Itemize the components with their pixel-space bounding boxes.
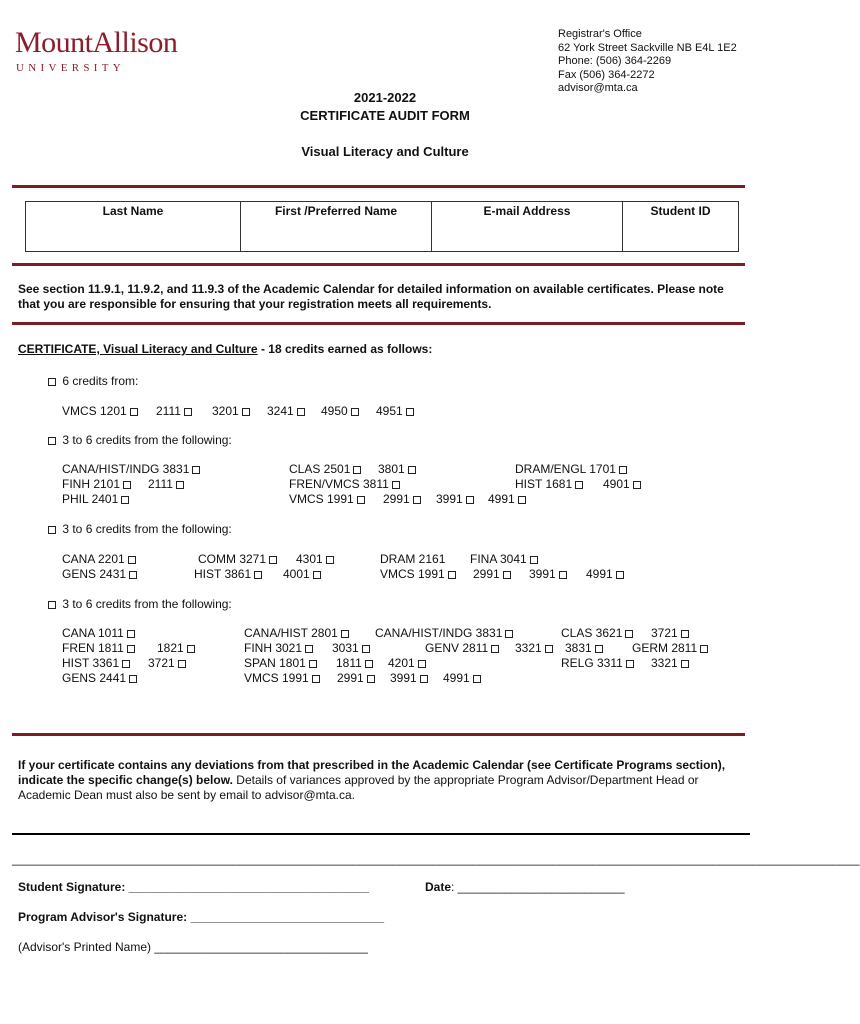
email-cell[interactable] — [432, 202, 623, 252]
group-label: 3 to 6 credits from the following: — [62, 433, 232, 447]
checkbox[interactable] — [127, 630, 135, 638]
last-name-cell[interactable] — [26, 202, 241, 252]
course: 3321 — [515, 641, 542, 655]
checkbox[interactable] — [700, 645, 708, 653]
checkbox[interactable] — [351, 408, 359, 416]
student-id-label: Student ID — [650, 204, 711, 218]
course: 2991 — [383, 492, 410, 506]
checkbox[interactable] — [187, 645, 195, 653]
checkbox[interactable] — [418, 660, 426, 668]
checkbox[interactable] — [192, 466, 200, 474]
course: VMCS 1991 — [289, 492, 354, 506]
course: VMCS 1991 — [380, 567, 445, 581]
date-label: Date — [425, 880, 452, 894]
course: 1811 — [336, 656, 362, 670]
checkbox[interactable] — [505, 630, 513, 638]
checkbox[interactable] — [619, 466, 627, 474]
group-label: 3 to 6 credits from the following: — [62, 522, 232, 536]
checkbox[interactable] — [269, 556, 277, 564]
checkbox[interactable] — [503, 571, 511, 579]
checkbox[interactable] — [392, 481, 400, 489]
course: 3721 — [651, 626, 678, 640]
course: RELG 3311 — [561, 656, 623, 670]
checkbox[interactable] — [681, 630, 689, 638]
first-name-label: First /Preferred Name — [274, 204, 398, 218]
checkbox[interactable] — [420, 675, 428, 683]
deviation-instructions — [18, 758, 753, 803]
course: SPAN 1801 — [244, 656, 306, 670]
checkbox[interactable] — [48, 437, 56, 445]
course: 2111 — [156, 404, 181, 418]
checkbox[interactable] — [129, 571, 137, 579]
university-logo: MountAllison — [15, 26, 178, 59]
checkbox[interactable] — [242, 408, 250, 416]
office-line: Registrar's Office — [558, 28, 642, 40]
course: GENS 2431 — [62, 567, 127, 581]
checkbox[interactable] — [313, 571, 321, 579]
checkbox[interactable] — [312, 675, 320, 683]
course: DRAM 2161 — [380, 552, 446, 566]
checkbox[interactable] — [297, 408, 305, 416]
course: 3201 — [212, 404, 239, 418]
course: 3831 — [565, 641, 592, 655]
checkbox[interactable] — [466, 496, 474, 504]
checkbox[interactable] — [122, 660, 130, 668]
course: 3321 — [651, 656, 678, 670]
course: 4301 — [296, 552, 323, 566]
calendar-note: See section 11.9.1, 11.9.2, and 11.9.3 of the Academic Calendar for detailed information on available certificates. Please note that you are responsible for ensuring that your registration meets all requirements. — [18, 282, 724, 311]
course: 3721 — [148, 656, 175, 670]
group-label: 6 credits from: — [62, 374, 139, 388]
course: CANA 2201 — [62, 552, 125, 566]
course: 3991 — [529, 567, 556, 581]
group-label: 3 to 6 credits from the following: — [62, 597, 232, 611]
course: CANA/HIST/INDG 3831 — [375, 626, 503, 640]
course: 3031 — [332, 641, 359, 655]
checkbox[interactable] — [123, 481, 131, 489]
course: 4991 — [586, 567, 613, 581]
office-email: advisor@mta.ca — [558, 82, 638, 94]
course: 4991 — [443, 671, 470, 685]
course: 2991 — [473, 567, 500, 581]
first-name-cell[interactable] — [241, 202, 432, 252]
checkbox[interactable] — [365, 660, 373, 668]
course: FINA 3041 — [470, 552, 527, 566]
course: CANA/HIST/INDG 3831 — [62, 462, 190, 476]
checkbox[interactable] — [127, 645, 135, 653]
course: FINH 3021 — [244, 641, 303, 655]
certificate-name: CERTIFICATE, Visual Literacy and Culture — [18, 342, 258, 356]
checkbox[interactable] — [681, 660, 689, 668]
date-field[interactable] — [425, 880, 625, 894]
checkbox[interactable] — [530, 556, 538, 564]
course: 4001 — [283, 567, 310, 581]
checkbox[interactable] — [408, 466, 416, 474]
divider — [12, 322, 745, 325]
course: CLAS 2501 — [289, 462, 351, 476]
course: HIST 1681 — [515, 477, 573, 491]
checkbox[interactable] — [367, 675, 375, 683]
email-label: E-mail Address — [483, 204, 571, 218]
student-info-table — [25, 201, 739, 252]
checkbox[interactable] — [362, 645, 370, 653]
advisor-signature-line[interactable]: Program Advisor's Signature: _____________________________ — [18, 910, 384, 924]
course: CLAS 3621 — [561, 626, 623, 640]
checkbox[interactable] — [559, 571, 567, 579]
checkbox[interactable] — [176, 481, 184, 489]
course: 3991 — [436, 492, 463, 506]
course: HIST 3861 — [194, 567, 252, 581]
course: 2991 — [337, 671, 364, 685]
student-signature-line[interactable]: Student Signature: ____________________________________ — [18, 880, 369, 894]
course: GENV 2811 — [425, 641, 489, 655]
certificate-credits: - 18 credits earned as follows: — [257, 342, 433, 356]
checkbox[interactable] — [129, 675, 137, 683]
deviation-bold-text: If your certificate contains any deviations from that prescribed in the Academic Calendar (see Certificate Programs section), indicate the specific change(s) below. — [18, 758, 726, 787]
course: 4901 — [603, 477, 630, 491]
course: 3991 — [390, 671, 417, 685]
checkbox[interactable] — [130, 408, 138, 416]
checkbox[interactable] — [128, 556, 136, 564]
office-phone: Phone: (506) 364-2269 — [558, 55, 672, 67]
course: HIST 3361 — [62, 656, 120, 670]
checkbox[interactable] — [633, 481, 641, 489]
checkbox[interactable] — [353, 466, 361, 474]
university-logo-subtitle: UNIVERSITY — [16, 62, 125, 74]
group-1-header — [45, 374, 138, 388]
divider — [12, 263, 745, 266]
deviation-entry-line[interactable] — [12, 833, 750, 835]
checkbox[interactable] — [625, 630, 633, 638]
course: VMCS 1201 — [62, 404, 127, 418]
course: VMCS 1991 — [244, 671, 309, 685]
course: FINH 2101 — [62, 477, 121, 491]
course: 1821 — [157, 641, 184, 655]
student-id-cell[interactable] — [623, 202, 739, 252]
checkbox[interactable] — [545, 645, 553, 653]
divider — [12, 185, 745, 188]
course: DRAM/ENGL 1701 — [515, 462, 616, 476]
checkbox[interactable] — [254, 571, 262, 579]
checkbox[interactable] — [48, 378, 56, 386]
checkbox[interactable] — [616, 571, 624, 579]
checkbox[interactable] — [305, 645, 313, 653]
checkbox[interactable] — [178, 660, 186, 668]
checkbox[interactable] — [121, 496, 129, 504]
form-year: 2021-2022 — [353, 90, 417, 105]
course: CANA 1011 — [62, 626, 124, 640]
checkbox[interactable] — [518, 496, 526, 504]
group-2-header — [45, 433, 232, 447]
checkbox[interactable] — [326, 556, 334, 564]
checkbox[interactable] — [309, 660, 317, 668]
checkbox[interactable] — [575, 481, 583, 489]
checkbox[interactable] — [406, 408, 414, 416]
course: 4950 — [321, 404, 348, 418]
divider — [12, 733, 745, 736]
course: FREN 1811 — [62, 641, 124, 655]
course: 3801 — [378, 462, 405, 476]
certificate-heading — [18, 342, 432, 356]
date-line: : _________________________ — [451, 880, 625, 894]
deviation-normal-text: Details of variances approved by the appropriate Program Advisor/Department Head or Academic Dean must also be sent by email to advisor@mta.ca. — [18, 773, 699, 802]
office-fax: Fax (506) 364-2272 — [558, 68, 655, 81]
form-subject: Visual Literacy and Culture — [301, 144, 469, 159]
course: 4201 — [388, 656, 415, 670]
checkbox[interactable] — [413, 496, 421, 504]
deviation-entry-line-dashed[interactable]: _______________________________________________________________________________________________________________________________ — [12, 852, 860, 866]
checkbox[interactable] — [48, 526, 56, 534]
checkbox[interactable] — [626, 660, 634, 668]
course: 4951 — [376, 404, 403, 418]
office-address: 62 York Street Sackville NB E4L 1E2 — [558, 41, 737, 54]
course: FREN/VMCS 3811 — [289, 477, 389, 491]
course: COMM 3271 — [198, 552, 267, 566]
course: 3241 — [267, 404, 294, 418]
checkbox[interactable] — [48, 601, 56, 609]
course: 4991 — [488, 492, 515, 506]
form-title: CERTIFICATE AUDIT FORM — [300, 108, 470, 123]
course: 2111 — [148, 477, 173, 491]
advisor-printed-name-line[interactable]: (Advisor's Printed Name) ________________________________ — [18, 940, 368, 954]
checkbox[interactable] — [595, 645, 603, 653]
course: CANA/HIST 2801 — [244, 626, 338, 640]
course: GERM 2811 — [632, 641, 698, 655]
checkbox[interactable] — [473, 675, 481, 683]
course: GENS 2441 — [62, 671, 127, 685]
group-3-header — [45, 522, 232, 536]
registrar-office-block — [558, 28, 737, 96]
checkbox[interactable] — [184, 408, 192, 416]
last-name-label: Last Name — [102, 204, 164, 218]
course: PHIL 2401 — [62, 492, 119, 506]
checkbox[interactable] — [341, 630, 349, 638]
checkbox[interactable] — [491, 645, 499, 653]
checkbox[interactable] — [357, 496, 365, 504]
checkbox[interactable] — [448, 571, 456, 579]
group-4-header — [45, 597, 232, 611]
